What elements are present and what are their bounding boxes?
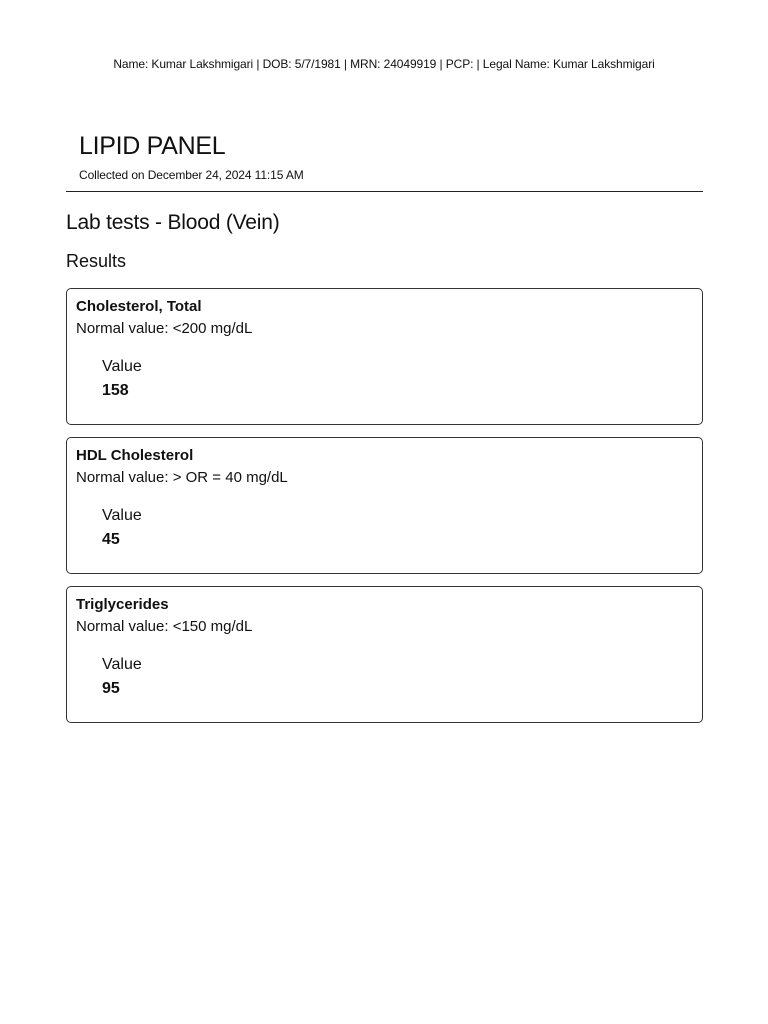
result-card-cholesterol-total: [66, 288, 703, 425]
test-name: Triglycerides: [76, 596, 169, 613]
section-title: Lab tests - Blood (Vein): [66, 211, 280, 234]
patient-info-header: Name: Kumar Lakshmigari | DOB: 5/7/1981 | MRN: 24049919 | PCP: | Legal Name: Kumar Lakshmigari: [113, 57, 655, 71]
result-value: 158: [102, 382, 129, 399]
value-block: [102, 506, 693, 550]
value-label: Value: [102, 656, 142, 673]
normal-range: Normal value: > OR = 40 mg/dL: [76, 469, 288, 486]
test-name: Cholesterol, Total: [76, 298, 202, 315]
value-label: Value: [102, 507, 142, 524]
value-label: Value: [102, 358, 142, 375]
page-title: LIPID PANEL: [79, 132, 226, 160]
result-value: 45: [102, 531, 120, 548]
collection-date: Collected on December 24, 2024 11:15 AM: [79, 168, 304, 182]
result-value: 95: [102, 680, 120, 697]
results-list: [66, 288, 703, 735]
result-card-hdl-cholesterol: [66, 437, 703, 574]
divider: [66, 191, 703, 192]
test-name: HDL Cholesterol: [76, 447, 194, 464]
normal-range: Normal value: <200 mg/dL: [76, 320, 253, 337]
value-block: [102, 357, 693, 401]
normal-range: Normal value: <150 mg/dL: [76, 618, 253, 635]
value-block: [102, 655, 693, 699]
results-heading: Results: [66, 251, 127, 271]
result-card-triglycerides: [66, 586, 703, 723]
